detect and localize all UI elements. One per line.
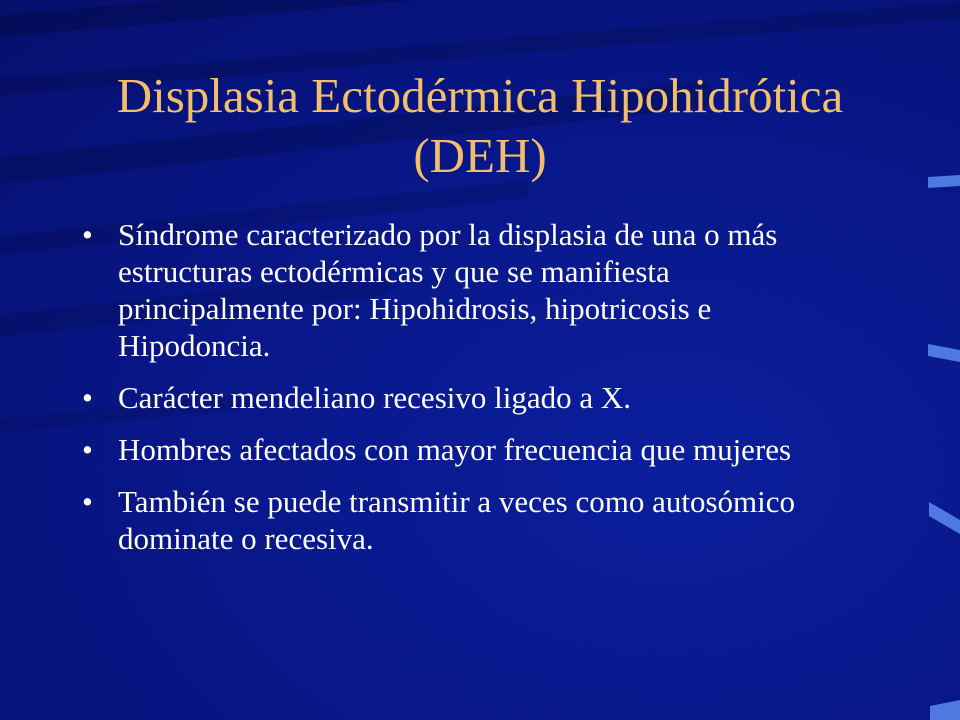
bullet-item [82,431,862,468]
bullet-marker: • [82,432,93,467]
bullet-text: Síndrome caracterizado por la displasia de una o más estructuras ectodérmicas y que se manifiesta principalmente por: Hipohidrosis, hipotricosis e Hipodoncia. [118,217,778,363]
slide-title-line-2: (DEH) [413,128,547,183]
edge-mark [928,344,960,362]
bullet-item [82,379,862,416]
right-edge-marks [928,175,960,720]
bullet-marker: • [82,484,93,519]
bullet-marker: • [82,380,93,415]
bullet-text: También se puede transmitir a veces como autosómico dominate o recesiva. [118,484,796,556]
edge-mark [930,700,960,720]
bullet-text: Hombres afectados con mayor frecuencia que mujeres [118,432,792,467]
slide-title [60,66,900,186]
bullet-text: Carácter mendeliano recesivo ligado a X. [118,380,631,415]
slide-title-line-1: Displasia Ectodérmica Hipohidrótica [116,68,844,123]
edge-mark [928,175,960,188]
bullet-list [82,216,862,572]
bullet-item [82,483,862,557]
bullet-marker: • [82,217,93,252]
edge-mark [929,502,960,534]
bullet-item [82,216,862,364]
